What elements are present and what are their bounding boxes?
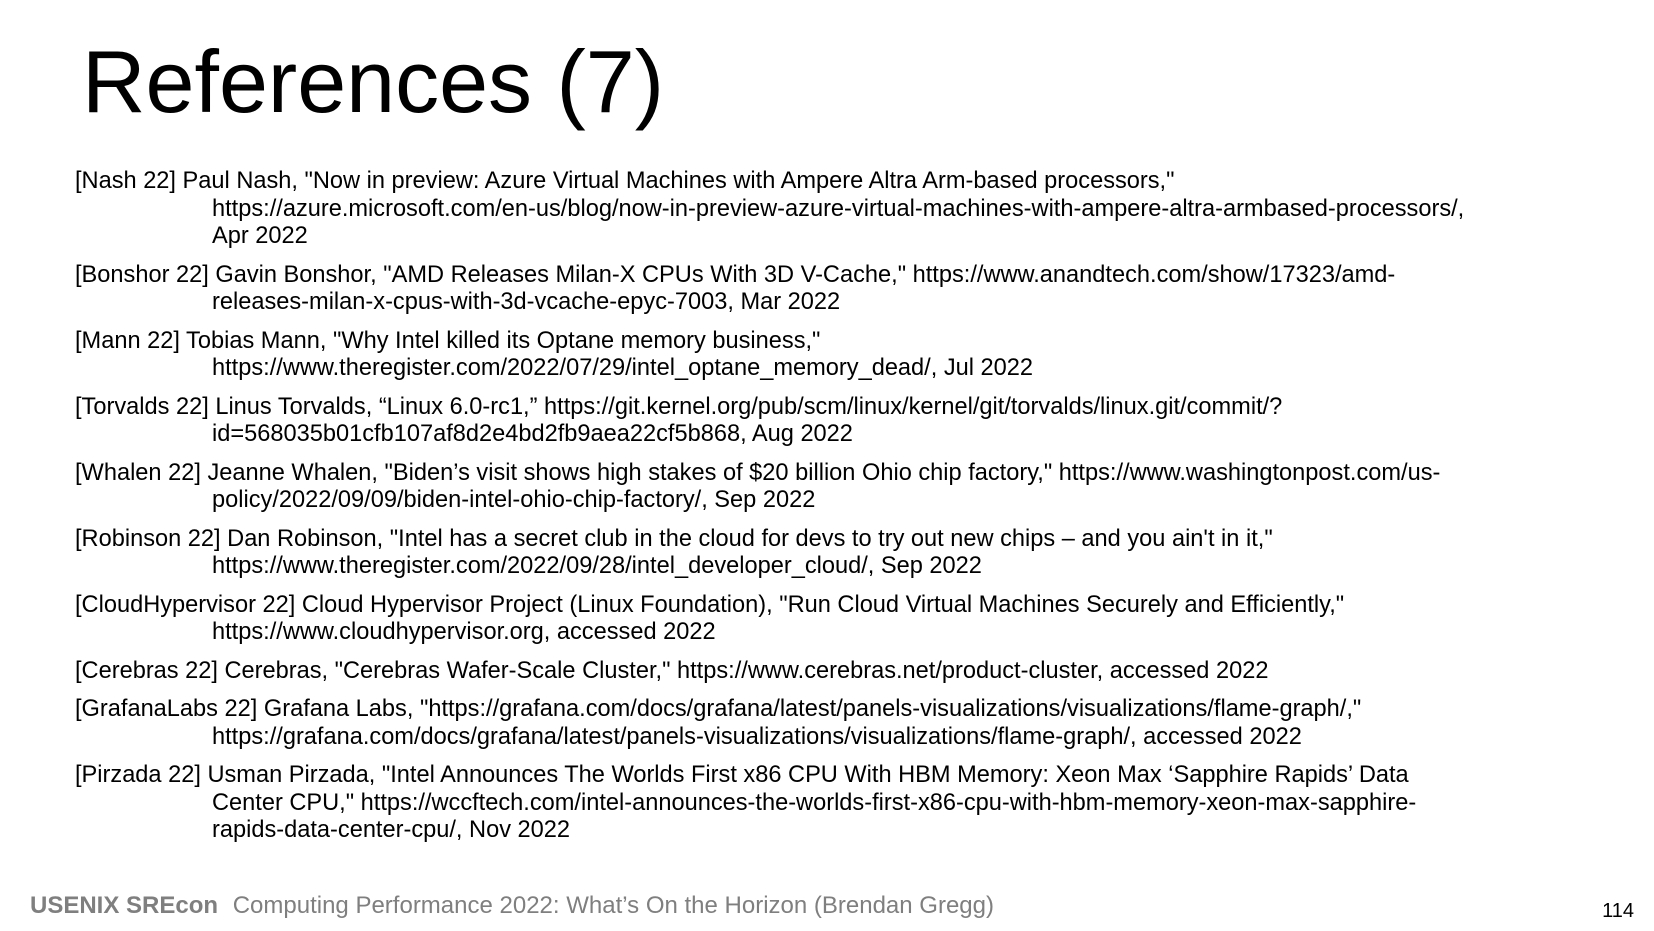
references-list [75,168,1575,856]
reference-item [75,460,1575,515]
reference-item [75,696,1575,751]
reference-item [75,526,1575,581]
reference-item [75,262,1575,317]
reference-text: [Bonshor 22] Gavin Bonshor, "AMD Releases Milan-X CPUs With 3D V-Cache," https://www.anandtech.com/show/17323/amd- [75,261,1396,288]
reference-text: [Cerebras 22] Cerebras, "Cerebras Wafer-Scale Cluster," https://www.cerebras.net/product-cluster, accessed 2022 [75,657,1269,684]
reference-text: [Mann 22] Tobias Mann, "Why Intel killed its Optane memory business," [75,327,821,354]
reference-continuation: https://www.cloudhypervisor.org, accessed 2022 [212,619,716,645]
reference-continuation: https://www.theregister.com/2022/07/29/intel_optane_memory_dead/, Jul 2022 [212,355,1034,381]
reference-text: [Robinson 22] Dan Robinson, "Intel has a secret club in the cloud for devs to try out new chips – and you ain't in it," [75,525,1273,552]
reference-item [75,658,1575,686]
page-number: 114 [1602,900,1634,922]
reference-text: [CloudHypervisor 22] Cloud Hypervisor Project (Linux Foundation), "Run Cloud Virtual Machines Securely and Efficiently," [75,591,1345,618]
reference-continuation: Center CPU," https://wccftech.com/intel-announces-the-worlds-first-x86-cpu-with-hbm-memory-xeon-max-sapphire- [212,789,1417,816]
reference-continuation: id=568035b01cfb107af8d2e4bd2fb9aea22cf5b868, Aug 2022 [212,421,853,447]
reference-item [75,394,1575,449]
reference-text: [Nash 22] Paul Nash, "Now in preview: Azure Virtual Machines with Ampere Altra Arm-based processors," [75,168,1175,194]
slide-footer [30,892,994,920]
reference-continuation: rapids-data-center-cpu/, Nov 2022 [212,817,571,843]
reference-item [75,592,1575,647]
reference-item [75,168,1575,251]
reference-text: [GrafanaLabs 22] Grafana Labs, "https://grafana.com/docs/grafana/latest/panels-visualizations/visualizations/flame-graph/," [75,696,1362,722]
reference-continuation: policy/2022/09/09/biden-intel-ohio-chip-factory/, Sep 2022 [212,487,816,513]
footer-brand: USENIX SREcon [30,892,219,919]
reference-continuation: releases-milan-x-cpus-with-3d-vcache-epyc-7003, Mar 2022 [212,289,841,315]
footer-talk-title: Computing Performance 2022: What’s On the Horizon (Brendan Gregg) [232,892,994,919]
reference-continuation: https://grafana.com/docs/grafana/latest/panels-visualizations/visualizations/flame-graph/, accessed 2022 [212,723,1302,750]
reference-text: [Pirzada 22] Usman Pirzada, "Intel Announces The Worlds First x86 CPU With HBM Memory: Xeon Max ‘Sapphire Rapids’ Data [75,762,1409,788]
reference-continuation: https://www.theregister.com/2022/09/28/intel_developer_cloud/, Sep 2022 [212,553,982,579]
reference-continuation: https://azure.microsoft.com/en-us/blog/now-in-preview-azure-virtual-machines-with-ampere-altra-armbased-processors/, [212,195,1465,222]
reference-continuation: Apr 2022 [212,223,308,249]
reference-text: [Torvalds 22] Linus Torvalds, “Linux 6.0-rc1,” https://git.kernel.org/pub/scm/linux/kernel/git/torvalds/linux.git/commit/? [75,393,1283,420]
reference-text: [Whalen 22] Jeanne Whalen, "Biden’s visit shows high stakes of $20 billion Ohio chip factory," https://www.washingtonpost.com/us- [75,459,1441,486]
reference-item [75,328,1575,383]
slide-title: References (7) [82,32,665,131]
reference-item [75,762,1575,845]
